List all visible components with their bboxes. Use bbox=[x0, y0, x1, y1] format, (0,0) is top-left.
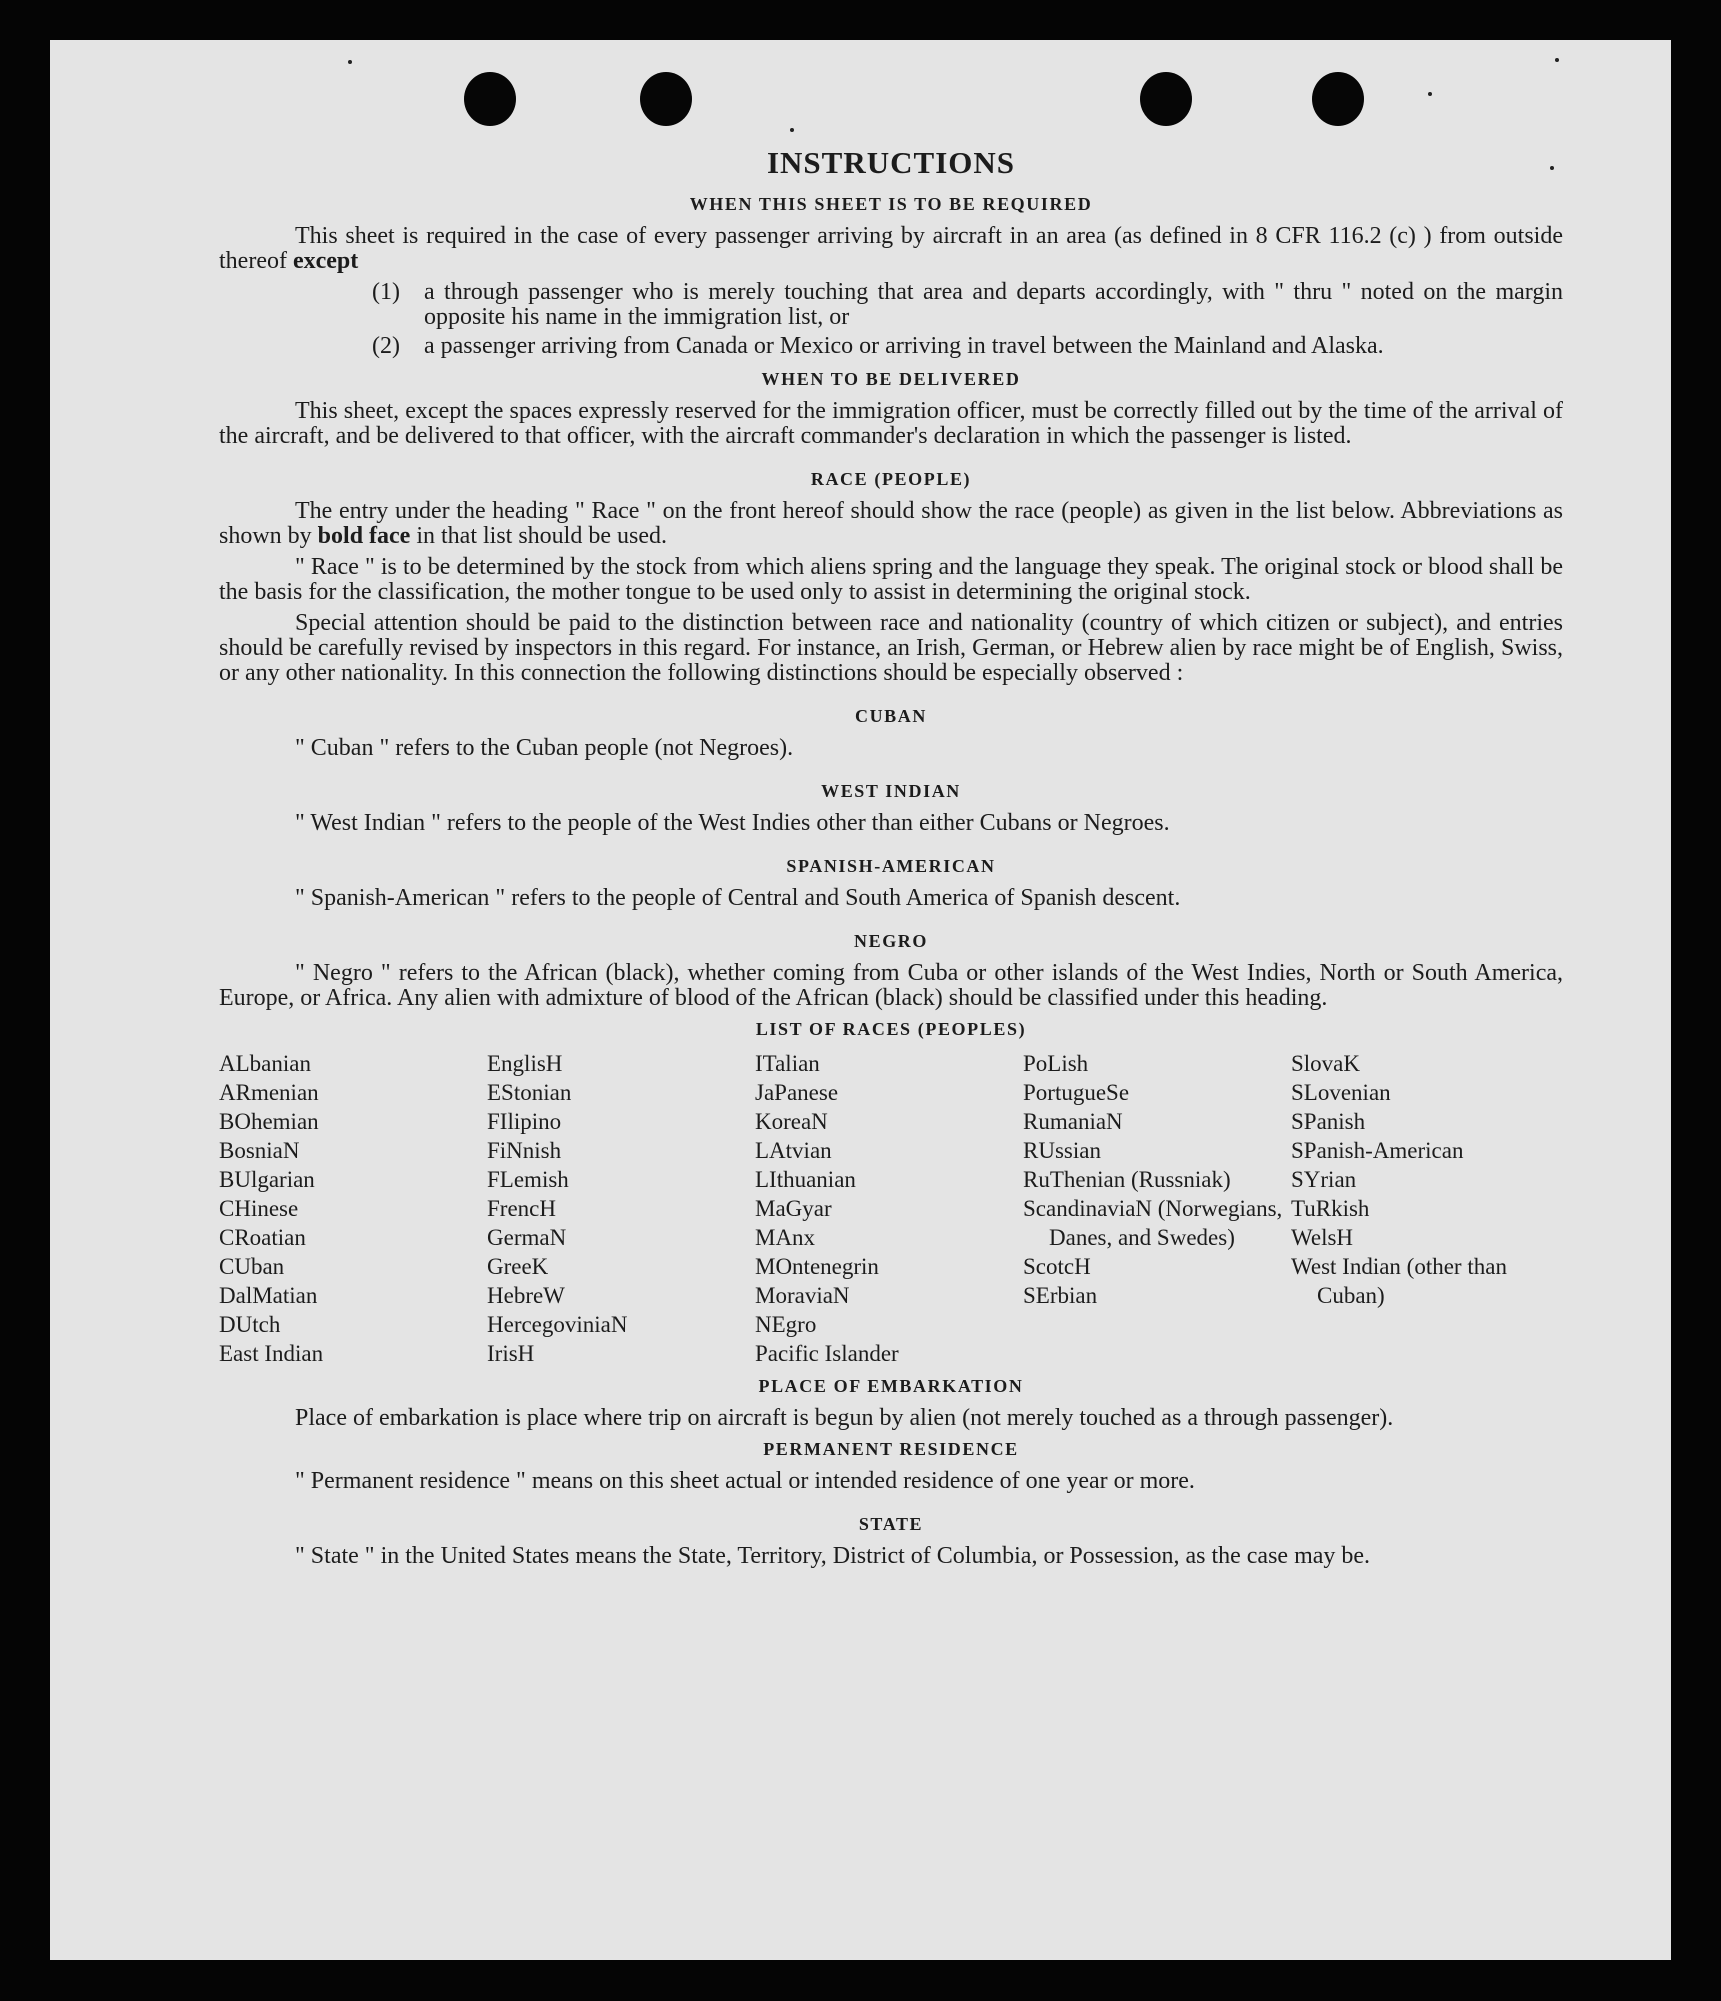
race-text-bold: bold face bbox=[317, 523, 411, 549]
list-item bbox=[372, 280, 1563, 330]
race-entry: SErbian bbox=[1023, 1283, 1098, 1308]
heading-when-delivered: WHEN TO BE DELIVERED bbox=[761, 369, 1021, 389]
race-column bbox=[487, 1049, 755, 1368]
race-entry: MoraviaN bbox=[755, 1283, 850, 1308]
race-entry: West Indian (other than Cuban) bbox=[1291, 1254, 1507, 1308]
speck bbox=[790, 128, 794, 132]
race-entry: RumaniaN bbox=[1023, 1109, 1123, 1134]
race-column bbox=[219, 1049, 487, 1368]
document-sheet bbox=[50, 40, 1671, 1960]
paragraph-state: " State " in the United States means the State, Territory, District of Columbia, or Possession, as the case may be. bbox=[295, 1543, 1371, 1569]
paragraph-race-2: " Race " is to be determined by the stock from which aliens spring and the language they speak. The original stock or blood shall be the basis for the classification, the mother tongue to be used only to assist in determining the original stock. bbox=[219, 554, 1563, 605]
race-entry: ARmenian bbox=[219, 1080, 319, 1105]
race-column bbox=[755, 1049, 1023, 1368]
heading-embarkation: PLACE OF EMBARKATION bbox=[758, 1376, 1024, 1396]
race-entry: WelsH bbox=[1291, 1225, 1354, 1250]
paragraph-when-required bbox=[219, 224, 1563, 274]
punch-hole bbox=[1312, 72, 1364, 126]
race-entry: DalMatian bbox=[219, 1283, 318, 1308]
punch-hole bbox=[1140, 72, 1192, 126]
race-entry: HebreW bbox=[487, 1283, 565, 1308]
race-entry: Pacific Islander bbox=[755, 1341, 899, 1366]
race-entry: BosniaN bbox=[219, 1138, 300, 1163]
heading-cuban: CUBAN bbox=[854, 706, 927, 726]
race-entry: ALbanian bbox=[219, 1051, 311, 1076]
race-entry: CHinese bbox=[219, 1196, 299, 1221]
paragraph-race-3: Special attention should be paid to the distinction between race and nationality (country of which citizen or subject), and entries should be carefully revised by inspectors in this regard. For instance, an Irish, German, or Hebrew alien by race might be of English, Swiss, or any other nationality. In this connection the following distinctions should be especially observed : bbox=[219, 610, 1563, 686]
page-title: INSTRUCTIONS bbox=[766, 145, 1015, 180]
list-item bbox=[372, 334, 1563, 359]
punch-hole bbox=[464, 72, 516, 126]
item-text: a passenger arriving from Canada or Mexico or arriving in travel between the Mainland and Alaska. bbox=[424, 333, 1384, 359]
paragraph-spanish-american: " Spanish-American " refers to the people of Central and South America of Spanish descent. bbox=[295, 885, 1181, 911]
race-entry: FLemish bbox=[487, 1167, 569, 1192]
race-entry: ScandinaviaN (Norwegians, Danes, and Swedes) bbox=[1023, 1196, 1283, 1250]
race-entry: MaGyar bbox=[755, 1196, 832, 1221]
speck bbox=[348, 60, 352, 64]
paragraph-cuban: " Cuban " refers to the Cuban people (not Negroes). bbox=[295, 735, 794, 761]
race-entry: SLovenian bbox=[1291, 1080, 1391, 1105]
heading-state: STATE bbox=[858, 1514, 924, 1534]
paragraph-negro: " Negro " refers to the African (black), whether coming from Cuba or other islands of the West Indies, North or South America, Europe, or Africa. Any alien with admixture of blood of the African (black) should be classified under this heading. bbox=[219, 960, 1563, 1011]
speck bbox=[1555, 58, 1559, 62]
paragraph-west-indian: " West Indian " refers to the people of the West Indies other than either Cubans or Negroes. bbox=[295, 810, 1170, 836]
heading-list-of-races: LIST OF RACES (PEOPLES) bbox=[755, 1019, 1027, 1039]
race-entry: NEgro bbox=[755, 1312, 817, 1337]
race-entry: TuRkish bbox=[1291, 1196, 1370, 1221]
heading-race: RACE (PEOPLE) bbox=[810, 469, 972, 489]
race-text-a: The entry under the heading " Race " on the front hereof should show the race (people) as given in the list below. Abbreviations as shown by bbox=[219, 498, 1563, 549]
race-entry: MAnx bbox=[755, 1225, 816, 1250]
heading-spanish-american: SPANISH-AMERICAN bbox=[786, 856, 996, 876]
race-entry: ITalian bbox=[755, 1051, 820, 1076]
exception-list bbox=[372, 280, 1563, 359]
race-entry: East Indian bbox=[219, 1341, 324, 1366]
item-number: (1) bbox=[372, 279, 400, 305]
race-entry: BUlgarian bbox=[219, 1167, 315, 1192]
heading-residence: PERMANENT RESIDENCE bbox=[763, 1439, 1019, 1459]
race-entry: KoreaN bbox=[755, 1109, 828, 1134]
race-entry: LIthuanian bbox=[755, 1167, 856, 1192]
intro-text: This sheet is required in the case of every passenger arriving by aircraft in an area (as defined in 8 CFR 116.2 (c) ) from outside thereof bbox=[219, 223, 1563, 274]
race-entry: EStonian bbox=[487, 1080, 572, 1105]
race-entry: JaPanese bbox=[755, 1080, 839, 1105]
except-text: except bbox=[292, 248, 359, 274]
heading-when-required: WHEN THIS SHEET IS TO BE REQUIRED bbox=[689, 194, 1093, 214]
race-entry: FrencH bbox=[487, 1196, 556, 1221]
race-entry: CRoatian bbox=[219, 1225, 306, 1250]
race-entry: HercegoviniaN bbox=[487, 1312, 628, 1337]
race-entry: PoLish bbox=[1023, 1051, 1089, 1076]
paragraph-when-delivered: This sheet, except the spaces expressly reserved for the immigration officer, must be correctly filled out by the time of the arrival of the aircraft, and be delivered to that officer, with the aircraft commander's declaration in which the passenger is listed. bbox=[219, 398, 1563, 449]
race-column bbox=[1023, 1049, 1291, 1368]
item-number: (2) bbox=[372, 333, 400, 359]
speck bbox=[1428, 92, 1432, 96]
paragraph-embarkation: Place of embarkation is place where trip on aircraft is begun by alien (not merely touched as a through passenger). bbox=[295, 1405, 1394, 1431]
race-column bbox=[1291, 1049, 1563, 1368]
race-entry: LAtvian bbox=[755, 1138, 832, 1163]
race-entry: PortugueSe bbox=[1023, 1080, 1130, 1105]
race-list bbox=[219, 1049, 1563, 1368]
race-entry: RuThenian (Russniak) bbox=[1023, 1167, 1231, 1192]
paragraph-residence: " Permanent residence " means on this sheet actual or intended residence of one year or more. bbox=[295, 1468, 1195, 1494]
paragraph-race-1 bbox=[219, 499, 1563, 549]
punch-hole bbox=[640, 72, 692, 126]
race-entry: GermaN bbox=[487, 1225, 567, 1250]
race-entry: FiNnish bbox=[487, 1138, 562, 1163]
race-entry: SPanish-American bbox=[1291, 1138, 1464, 1163]
race-text-b: in that list should be used. bbox=[416, 523, 667, 549]
race-entry: ScotcH bbox=[1023, 1254, 1091, 1279]
race-entry: DUtch bbox=[219, 1312, 281, 1337]
item-text: a through passenger who is merely touching that area and departs accordingly, with " thru " noted on the margin opposite his name in the immigration list, or bbox=[424, 279, 1563, 330]
heading-negro: NEGRO bbox=[853, 931, 928, 951]
race-entry: FIlipino bbox=[487, 1109, 562, 1134]
race-entry: RUssian bbox=[1023, 1138, 1101, 1163]
race-entry: MOntenegrin bbox=[755, 1254, 879, 1279]
heading-west-indian: WEST INDIAN bbox=[821, 781, 961, 801]
race-entry: GreeK bbox=[487, 1254, 549, 1279]
race-entry: SPanish bbox=[1291, 1109, 1366, 1134]
race-entry: CUban bbox=[219, 1254, 285, 1279]
race-entry: BOhemian bbox=[219, 1109, 319, 1134]
race-entry: IrisH bbox=[487, 1341, 535, 1366]
race-entry: SYrian bbox=[1291, 1167, 1357, 1192]
document-content bbox=[219, 146, 1563, 1575]
race-entry: SlovaK bbox=[1291, 1051, 1360, 1076]
race-entry: EnglisH bbox=[487, 1051, 563, 1076]
